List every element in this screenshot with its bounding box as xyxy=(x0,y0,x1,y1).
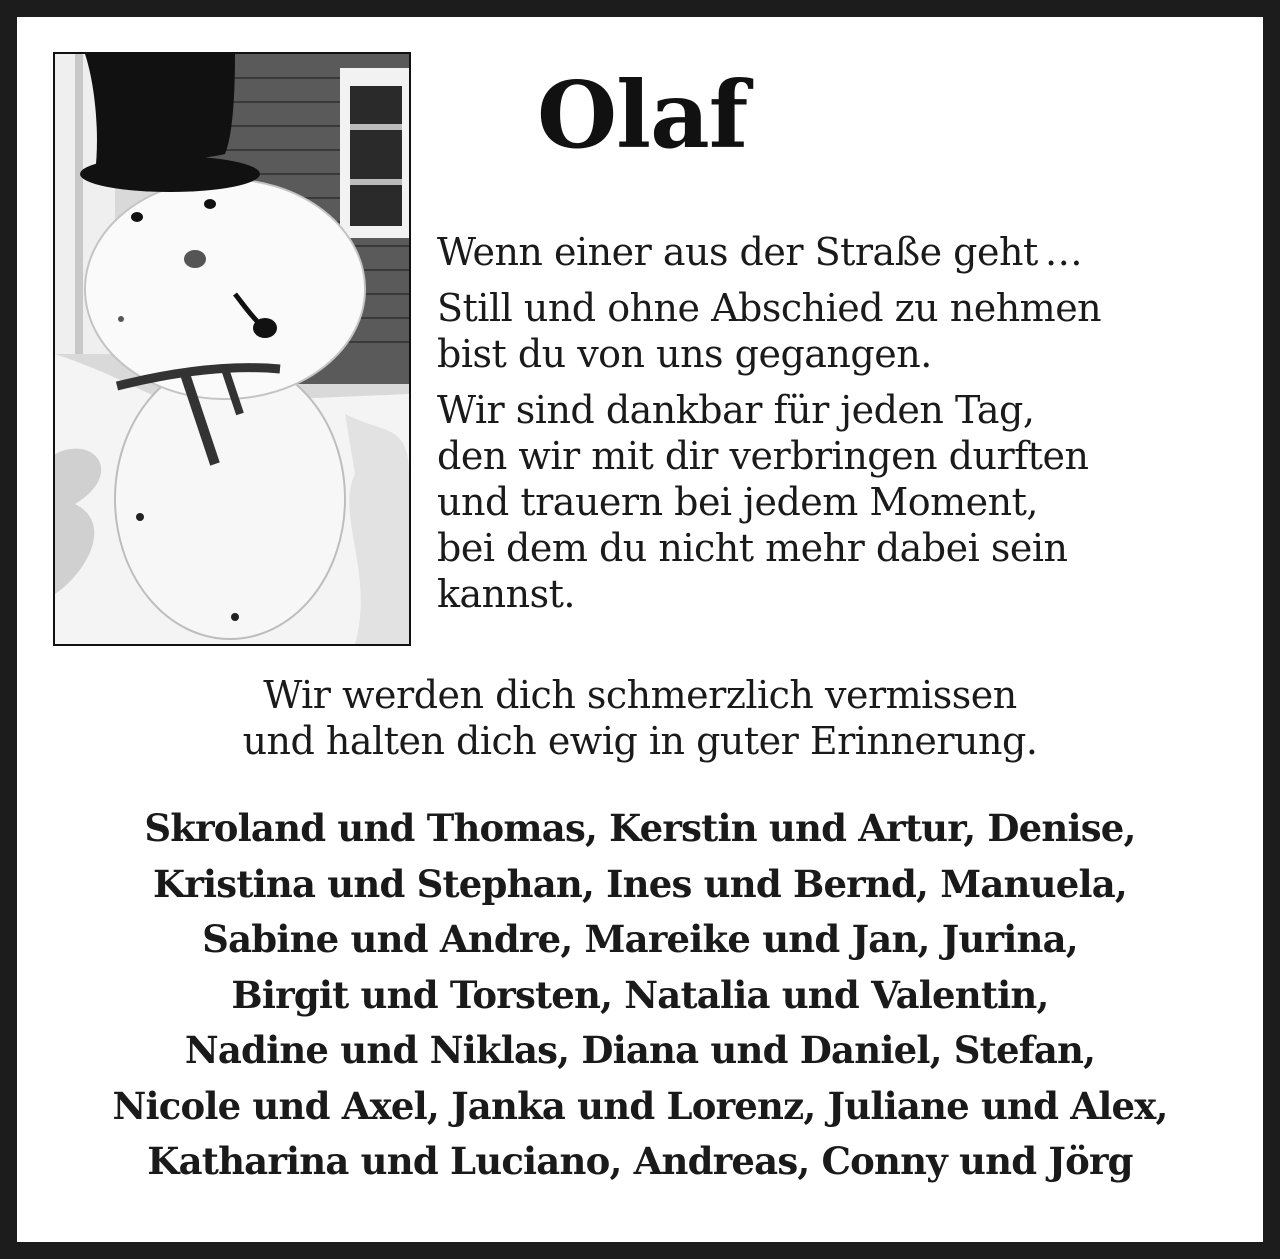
poem-line: und trauern bei jedem Moment, xyxy=(437,480,1038,524)
mourners-line: Kristina und Stephan, Ines und Bernd, Manuela, xyxy=(153,861,1127,906)
mourners-line: Nicole und Axel, Janka und Lorenz, Juliane und Alex, xyxy=(112,1083,1168,1128)
closing-line: und halten dich ewig in guter Erinnerung. xyxy=(242,719,1038,763)
poem-stanza-3 xyxy=(437,387,1237,617)
poem-stanza-1 xyxy=(437,229,1237,275)
poem-line: den wir mit dir verbringen durften xyxy=(437,434,1089,478)
poem xyxy=(437,229,1237,627)
mourners-line: Katharina und Luciano, Andreas, Conny und Jörg xyxy=(147,1139,1133,1183)
mourners-line: Skroland und Thomas, Kerstin und Artur, Denise, xyxy=(144,806,1136,850)
closing-text xyxy=(17,672,1263,764)
poem-line: bei dem du nicht mehr dabei sein xyxy=(437,526,1068,570)
mourners-line: Nadine und Niklas, Diana und Daniel, Stefan, xyxy=(184,1028,1096,1072)
poem-stanza-2 xyxy=(437,285,1237,377)
closing-line: Wir werden dich schmerzlich vermissen xyxy=(263,673,1017,717)
mourners-line: Birgit und Torsten, Natalia und Valentin, xyxy=(231,972,1049,1017)
poem-line: Still und ohne Abschied zu nehmen xyxy=(437,286,1102,330)
obituary-notice xyxy=(17,17,1263,1242)
poem-line: Wir sind dankbar für jeden Tag, xyxy=(437,388,1035,432)
poem-line: bist du von uns gegangen. xyxy=(437,332,932,376)
deceased-name: Olaf xyxy=(537,61,748,169)
snowman-photo-icon xyxy=(55,54,409,644)
poem-line: Wenn einer aus der Straße geht … xyxy=(437,230,1083,274)
mourners-line: Sabine und Andre, Mareike und Jan, Jurina, xyxy=(202,917,1078,961)
poem-line: kannst. xyxy=(437,572,575,616)
mourners-list xyxy=(17,801,1263,1190)
snowman-photo xyxy=(53,52,411,646)
